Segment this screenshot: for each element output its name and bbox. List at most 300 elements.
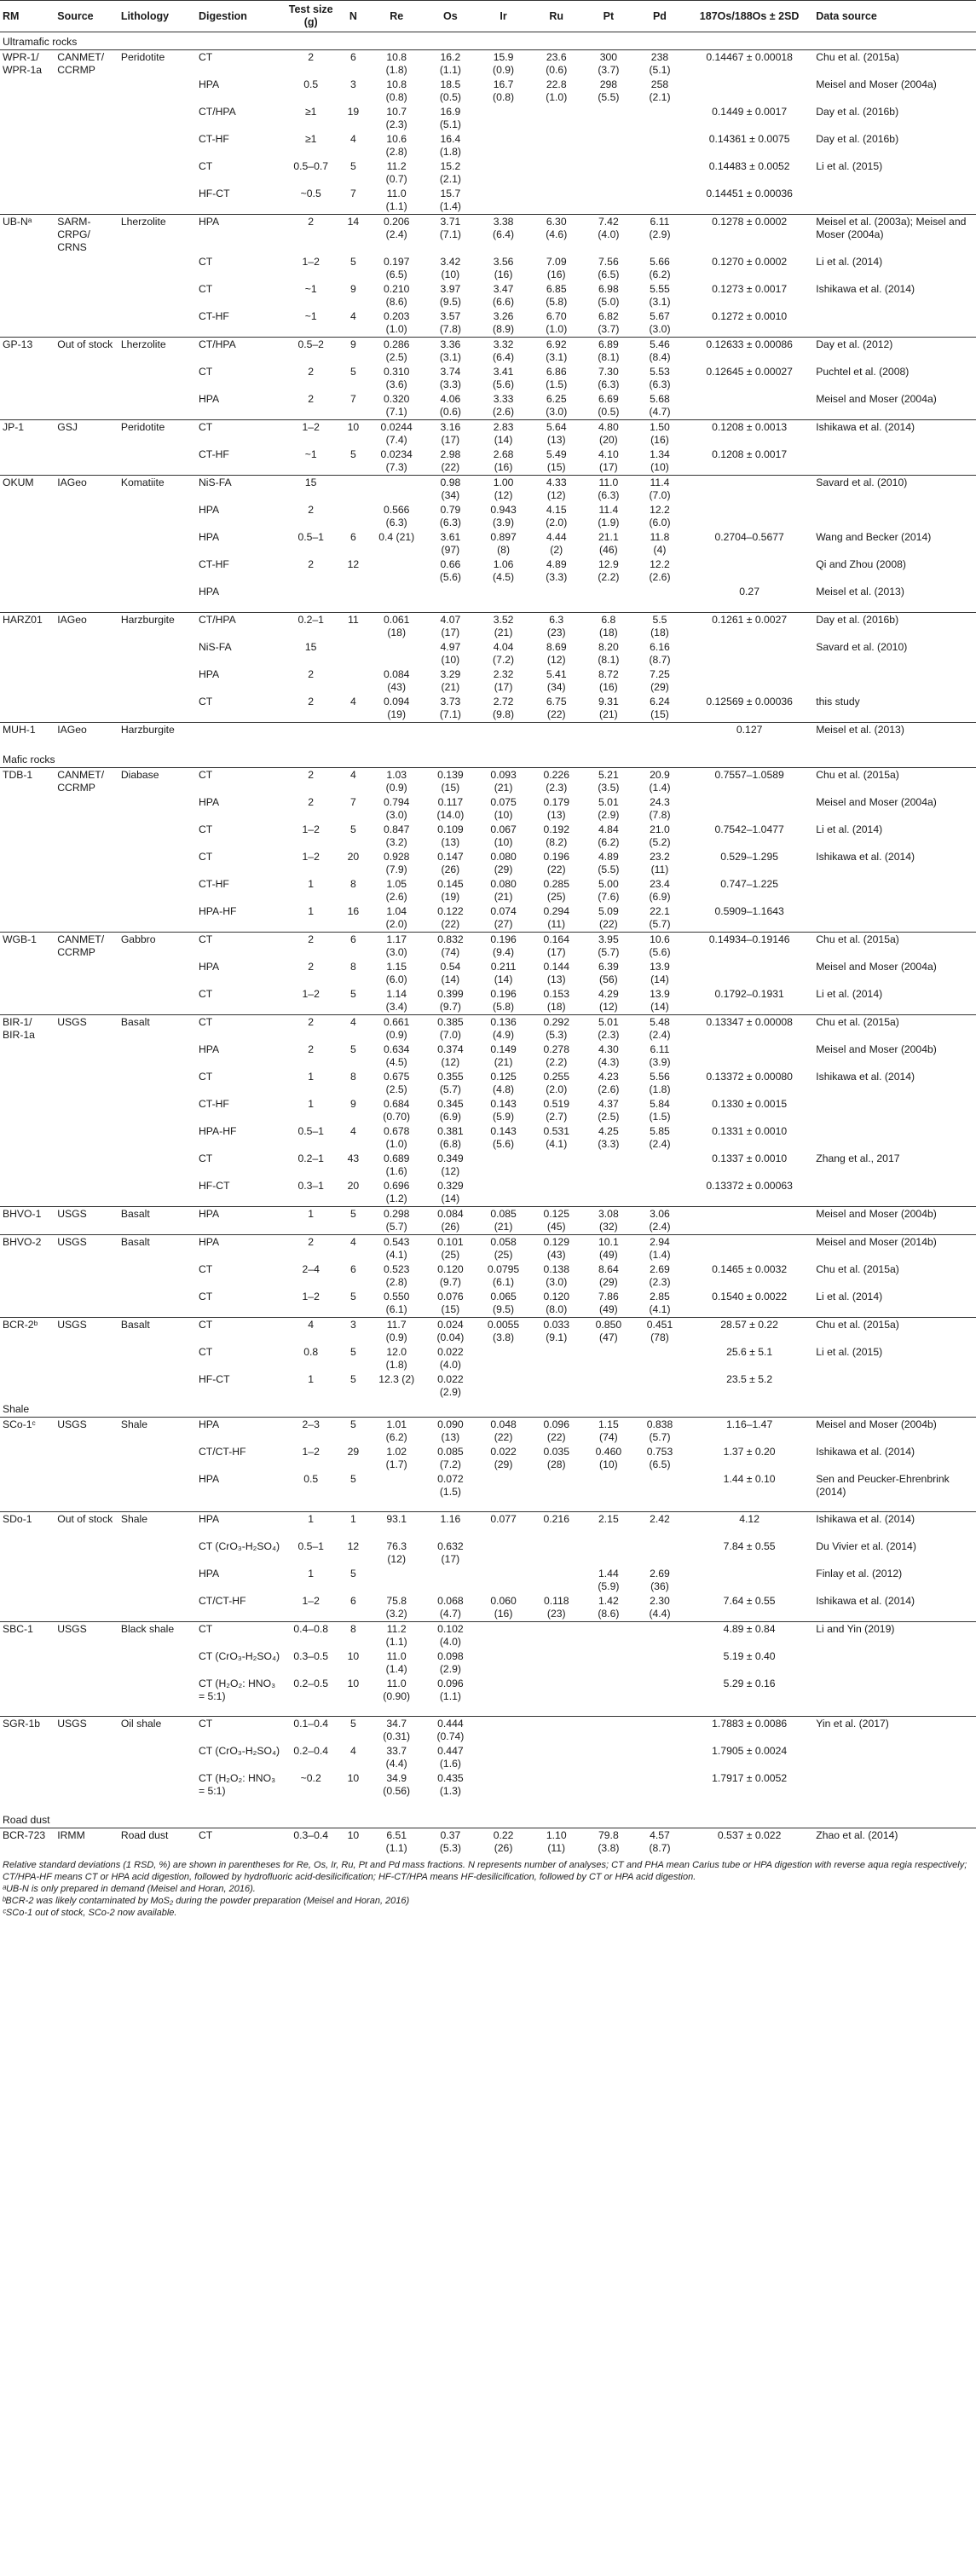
rm-cell bbox=[0, 1771, 55, 1811]
pd-cell bbox=[634, 1318, 685, 1346]
pt-cell bbox=[583, 1318, 634, 1346]
re-value: 0.061 bbox=[383, 614, 410, 626]
rm-cell bbox=[0, 1097, 55, 1124]
pd-cell bbox=[634, 1677, 685, 1717]
re-cell bbox=[369, 1744, 424, 1771]
os-rsd: (22) bbox=[441, 461, 460, 473]
n-cell: 5 bbox=[350, 160, 356, 172]
pd-cell bbox=[634, 1097, 685, 1124]
n-cell: 8 bbox=[350, 961, 356, 973]
os-cell bbox=[424, 823, 476, 850]
footnote-general: Relative standard deviations (1 RSD, %) are shown in parentheses for Re, Os, Ir, Ru, Pt and Pd mass fractions. N represents number of analyses; CT and PHA mean Carius tube or HPA digestion with reverse aqua regia respectively; CT/HPA-HF means CT or HPA acid digestion, followed by hydrofluoric acid-desilicification; HF-CT/HPA means HF-desilicification, followed by CT or HPA acid digestion. bbox=[3, 1860, 967, 1882]
pt-value: 3.95 bbox=[598, 933, 619, 945]
ir-rsd: (29) bbox=[494, 1458, 513, 1470]
table-row bbox=[0, 1567, 976, 1594]
os-rsd: (5.1) bbox=[439, 118, 461, 130]
ru-cell bbox=[530, 1418, 583, 1446]
pd-rsd: (2.4) bbox=[649, 1138, 671, 1150]
source-cell bbox=[55, 159, 118, 187]
re-rsd: (0.31) bbox=[383, 1730, 411, 1742]
os-ratio-cell: 0.747–1.225 bbox=[720, 878, 779, 890]
test-size-cell: 0.2–1 bbox=[297, 1152, 324, 1164]
pt-rsd: (49) bbox=[599, 1303, 618, 1315]
ir-cell bbox=[476, 1290, 529, 1318]
os-value: 3.97 bbox=[440, 283, 461, 295]
pd-value: 10.6 bbox=[650, 933, 670, 945]
pd-rsd: (1.4) bbox=[649, 1249, 671, 1261]
lithology-cell bbox=[118, 255, 196, 282]
data-source-cell: Wang and Becker (2014) bbox=[816, 531, 932, 543]
n-cell: 6 bbox=[350, 531, 356, 543]
header-rm: RM bbox=[0, 1, 55, 32]
pd-cell bbox=[634, 1512, 685, 1540]
pt-cell bbox=[583, 850, 634, 877]
test-size-cell: 1 bbox=[308, 1098, 315, 1110]
os-ratio-cell: 0.7557–1.0589 bbox=[685, 768, 813, 796]
data-source-cell: Puchtel et al. (2008) bbox=[816, 366, 910, 378]
os-value: 0.355 bbox=[437, 1071, 464, 1083]
pt-cell bbox=[583, 1594, 634, 1622]
data-source-cell: Ishikawa et al. (2014) bbox=[816, 283, 915, 295]
re-rsd: (0.8) bbox=[385, 91, 407, 103]
os-cell bbox=[424, 1124, 476, 1152]
pd-value: 23.4 bbox=[650, 878, 670, 890]
os-cell bbox=[424, 1717, 476, 1745]
ru-cell bbox=[530, 1290, 583, 1318]
pd-value: 6.11 bbox=[650, 216, 670, 228]
re-cell bbox=[369, 1649, 424, 1677]
re-value: 0.928 bbox=[383, 851, 410, 863]
os-rsd: (10) bbox=[441, 269, 460, 280]
lithology-cell bbox=[118, 1472, 196, 1512]
pt-cell bbox=[583, 448, 634, 476]
os-value: 0.399 bbox=[437, 988, 464, 1000]
pd-value: 5.85 bbox=[650, 1125, 670, 1137]
pd-value: 5.46 bbox=[650, 338, 670, 350]
re-value: 1.17 bbox=[386, 933, 407, 945]
re-rsd: (2.8) bbox=[385, 146, 407, 158]
digestion-cell: HPA bbox=[196, 1512, 285, 1540]
os-cell bbox=[424, 695, 476, 723]
data-source-cell: Meisel and Moser (2004a) bbox=[816, 796, 937, 808]
n-cell: 10 bbox=[338, 1828, 369, 1857]
re-value: 10.6 bbox=[386, 133, 407, 145]
re-value: 0.550 bbox=[383, 1291, 410, 1302]
os-ratio-cell: 0.1278 ± 0.0002 bbox=[685, 215, 813, 256]
table-row bbox=[0, 159, 976, 187]
rm-cell: BIR-1/ BIR-1a bbox=[0, 1015, 55, 1043]
category-row bbox=[0, 1811, 976, 1828]
os-cell bbox=[424, 1771, 476, 1811]
pt-cell bbox=[583, 50, 634, 78]
test-size-cell: 2 bbox=[308, 558, 315, 570]
data-source-cell: Sen and Peucker-Ehrenbrink (2014) bbox=[816, 1473, 950, 1498]
pt-rsd: (8.6) bbox=[598, 1608, 620, 1620]
source-cell: CANMET/ CCRMP bbox=[55, 768, 118, 796]
table-footnotes bbox=[0, 1856, 976, 1919]
ru-value: 5.41 bbox=[546, 668, 567, 680]
os-cell bbox=[424, 904, 476, 933]
os-value: 0.349 bbox=[437, 1152, 464, 1164]
pt-cell bbox=[583, 392, 634, 420]
source-cell: IRMM bbox=[55, 1828, 118, 1857]
os-value: 1.16 bbox=[440, 1513, 461, 1525]
ir-cell bbox=[476, 1472, 529, 1512]
test-size-cell: 0.5–1 bbox=[297, 1125, 324, 1137]
table-row bbox=[0, 1539, 976, 1567]
pt-cell bbox=[583, 105, 634, 132]
os-value: 15.2 bbox=[440, 160, 461, 172]
ir-cell bbox=[476, 503, 529, 530]
ir-cell bbox=[476, 795, 529, 823]
re-value: 0.320 bbox=[383, 393, 410, 405]
test-size-cell: 0.2–0.5 bbox=[293, 1678, 329, 1689]
pd-rsd: (78) bbox=[650, 1331, 669, 1343]
category-row bbox=[0, 1400, 976, 1418]
source-cell bbox=[55, 1567, 118, 1594]
ir-cell bbox=[476, 640, 529, 667]
pt-rsd: (2.5) bbox=[598, 1111, 620, 1123]
source-cell: Out of stock bbox=[55, 1512, 118, 1540]
os-cell bbox=[424, 1207, 476, 1235]
pd-rsd: (8.7) bbox=[649, 654, 671, 666]
test-size-cell: ~1 bbox=[304, 283, 317, 295]
pt-rsd: (1.9) bbox=[598, 517, 620, 528]
os-ratio-cell: 0.14934–0.19146 bbox=[685, 933, 813, 961]
pd-rsd: (7.8) bbox=[649, 809, 671, 821]
source-cell bbox=[55, 795, 118, 823]
pt-value: 4.84 bbox=[598, 823, 619, 835]
table-row bbox=[0, 667, 976, 695]
pd-rsd: (3.9) bbox=[649, 1056, 671, 1068]
pd-rsd: (18) bbox=[650, 627, 669, 638]
os-rsd: (21) bbox=[441, 681, 460, 693]
pt-value: 8.72 bbox=[598, 668, 619, 680]
ir-value: 0.093 bbox=[490, 769, 517, 781]
ir-cell bbox=[476, 723, 529, 751]
pd-rsd: (5.1) bbox=[649, 64, 671, 76]
os-value: 0.096 bbox=[437, 1678, 464, 1689]
data-source-cell: Meisel and Moser (2014b) bbox=[813, 1235, 976, 1263]
table-row bbox=[0, 1445, 976, 1472]
test-size-cell: 0.5–2 bbox=[285, 338, 338, 366]
ru-cell bbox=[530, 338, 583, 366]
pd-cell bbox=[634, 1649, 685, 1677]
digestion-cell: CT bbox=[196, 933, 285, 961]
digestion-cell: CT bbox=[199, 851, 213, 863]
n-cell bbox=[338, 585, 369, 613]
pd-cell bbox=[634, 1594, 685, 1622]
n-cell: 6 bbox=[350, 1595, 356, 1607]
pt-rsd: (2.9) bbox=[598, 809, 620, 821]
re-value: 10.7 bbox=[386, 106, 407, 118]
pd-rsd: (4.4) bbox=[649, 1608, 671, 1620]
ir-cell bbox=[476, 1771, 529, 1811]
digestion-cell: HPA bbox=[199, 1473, 220, 1485]
data-source-cell: Finlay et al. (2012) bbox=[816, 1568, 903, 1580]
re-rsd: (1.8) bbox=[385, 64, 407, 76]
ru-cell bbox=[530, 365, 583, 392]
os-value: 3.74 bbox=[440, 366, 461, 378]
pd-value: 13.9 bbox=[650, 988, 670, 1000]
ru-rsd: (11) bbox=[547, 1842, 566, 1854]
rm-cell bbox=[0, 1649, 55, 1677]
rm-cell bbox=[0, 1345, 55, 1372]
test-size-cell: 0.3–0.5 bbox=[293, 1650, 329, 1662]
lithology-cell bbox=[118, 1649, 196, 1677]
category-row bbox=[0, 32, 976, 50]
pt-rsd: (10) bbox=[599, 1458, 618, 1470]
pt-rsd: (5.5) bbox=[598, 91, 620, 103]
os-rsd: (6.8) bbox=[439, 1138, 461, 1150]
table-row bbox=[0, 1717, 976, 1745]
ru-rsd: (34) bbox=[546, 681, 566, 693]
re-cell bbox=[369, 557, 424, 585]
test-size-cell: ~0.5 bbox=[300, 188, 321, 199]
ir-cell bbox=[476, 850, 529, 877]
data-source-cell: Savard et al. (2010) bbox=[813, 476, 976, 504]
re-cell bbox=[369, 187, 424, 215]
test-size-cell: 1 bbox=[308, 878, 315, 890]
pd-rsd: (8.4) bbox=[649, 351, 671, 363]
re-value: 12.3 (2) bbox=[378, 1373, 415, 1385]
rm-cell bbox=[0, 1070, 55, 1097]
pd-rsd: (36) bbox=[650, 1580, 669, 1592]
lithology-cell bbox=[118, 187, 196, 215]
os-ratio-cell: 0.14483 ± 0.0052 bbox=[708, 160, 790, 172]
source-cell: IAGeo bbox=[55, 613, 118, 641]
os-ratio-cell: 0.1270 ± 0.0002 bbox=[712, 256, 788, 268]
ir-cell bbox=[476, 987, 529, 1015]
digestion-cell: CT bbox=[196, 50, 285, 78]
os-ratio-cell: 5.19 ± 0.40 bbox=[723, 1650, 776, 1662]
ir-rsd: (3.9) bbox=[493, 517, 515, 528]
pd-cell bbox=[634, 1290, 685, 1318]
pt-rsd: (4.3) bbox=[598, 1056, 620, 1068]
ru-cell bbox=[530, 392, 583, 420]
os-rsd: (1.6) bbox=[439, 1758, 461, 1770]
ru-rsd: (23) bbox=[546, 1608, 566, 1620]
os-rsd: (15) bbox=[441, 1303, 460, 1315]
re-rsd: (6.1) bbox=[385, 1303, 407, 1315]
re-rsd: (1.7) bbox=[385, 1458, 407, 1470]
pt-cell bbox=[583, 1649, 634, 1677]
ir-cell bbox=[476, 530, 529, 557]
source-cell bbox=[55, 448, 118, 476]
ru-value: 0.294 bbox=[543, 905, 569, 917]
ru-value: 0.138 bbox=[543, 1263, 569, 1275]
ir-cell bbox=[476, 1677, 529, 1717]
re-cell bbox=[369, 1717, 424, 1745]
pt-rsd: (5.0) bbox=[598, 296, 620, 308]
os-ratio-cell: 0.1540 ± 0.0022 bbox=[712, 1291, 788, 1302]
lithology-cell bbox=[118, 1567, 196, 1594]
pt-rsd: (6.3) bbox=[598, 489, 620, 501]
re-cell bbox=[369, 282, 424, 309]
re-cell bbox=[369, 933, 424, 961]
re-rsd: (4.1) bbox=[385, 1249, 407, 1261]
digestion-cell: CT (CrO₃-H₂SO₄) bbox=[199, 1745, 280, 1757]
re-value: 1.01 bbox=[386, 1418, 407, 1430]
re-value: 0.543 bbox=[383, 1236, 410, 1248]
re-rsd: (0.70) bbox=[383, 1111, 411, 1123]
ru-rsd: (12) bbox=[546, 489, 566, 501]
pt-value: 10.1 bbox=[598, 1236, 619, 1248]
re-cell bbox=[369, 1345, 424, 1372]
os-rsd: (9.7) bbox=[439, 1001, 461, 1013]
table-row bbox=[0, 1512, 976, 1540]
re-value: 1.03 bbox=[386, 769, 407, 781]
ru-rsd: (2.3) bbox=[546, 782, 568, 794]
table-row bbox=[0, 850, 976, 877]
lithology-cell bbox=[118, 309, 196, 338]
ru-value: 0.118 bbox=[543, 1595, 569, 1607]
n-cell: 5 bbox=[338, 1418, 369, 1446]
ir-cell bbox=[476, 557, 529, 585]
pd-cell bbox=[634, 613, 685, 641]
os-ratio-cell: 0.13372 ± 0.00080 bbox=[706, 1071, 793, 1083]
pd-rsd: (5.7) bbox=[649, 918, 671, 930]
re-rsd: (6.3) bbox=[385, 517, 407, 528]
ru-cell bbox=[530, 1124, 583, 1152]
data-source-cell: Chu et al. (2015a) bbox=[813, 768, 976, 796]
pt-value: 4.25 bbox=[598, 1125, 619, 1137]
source-cell bbox=[55, 850, 118, 877]
pd-value: 2.42 bbox=[650, 1513, 670, 1525]
ru-value: 6.25 bbox=[546, 393, 567, 405]
re-rsd: (2.0) bbox=[385, 918, 407, 930]
os-value: 3.16 bbox=[440, 421, 461, 433]
os-value: 16.4 bbox=[440, 133, 461, 145]
pd-cell bbox=[634, 255, 685, 282]
ir-value: 2.32 bbox=[493, 668, 514, 680]
ir-cell bbox=[476, 476, 529, 504]
re-cell bbox=[369, 695, 424, 723]
lithology-cell bbox=[118, 159, 196, 187]
digestion-cell: CT bbox=[196, 420, 285, 448]
ru-cell bbox=[530, 1318, 583, 1346]
os-cell bbox=[424, 640, 476, 667]
pd-value: 6.24 bbox=[650, 696, 670, 708]
source-cell bbox=[55, 1372, 118, 1400]
os-value: 3.73 bbox=[440, 696, 461, 708]
os-cell bbox=[424, 1345, 476, 1372]
source-cell bbox=[55, 392, 118, 420]
pd-cell bbox=[634, 448, 685, 476]
os-ratio-cell: 0.14451 ± 0.00036 bbox=[706, 188, 793, 199]
data-source-cell: Meisel et al. (2013) bbox=[816, 586, 904, 598]
ir-rsd: (9.5) bbox=[493, 1303, 515, 1315]
data-source-cell: Chu et al. (2015a) bbox=[813, 50, 976, 78]
table-header bbox=[0, 1, 976, 32]
pd-cell bbox=[634, 1622, 685, 1650]
os-ratio-cell bbox=[685, 960, 813, 987]
digestion-cell: CT bbox=[199, 823, 213, 835]
data-source-cell: Ishikawa et al. (2014) bbox=[813, 420, 976, 448]
table-row bbox=[0, 1828, 976, 1857]
lithology-cell: Shale bbox=[118, 1418, 196, 1446]
os-value: 0.101 bbox=[437, 1236, 464, 1248]
ir-cell bbox=[476, 392, 529, 420]
ir-rsd: (9.8) bbox=[493, 708, 515, 720]
os-rsd: (0.04) bbox=[436, 1331, 465, 1343]
ru-cell bbox=[530, 1097, 583, 1124]
ru-cell bbox=[530, 1043, 583, 1070]
os-cell bbox=[424, 1472, 476, 1512]
os-value: 3.29 bbox=[440, 668, 461, 680]
pd-value: 11.8 bbox=[650, 531, 670, 543]
ir-value: 1.06 bbox=[493, 558, 514, 570]
data-source-cell: Chu et al. (2015a) bbox=[816, 1263, 899, 1275]
lithology-cell bbox=[118, 448, 196, 476]
test-size-cell: 0.1–0.4 bbox=[285, 1717, 338, 1745]
ir-value: 0.897 bbox=[490, 531, 517, 543]
ru-rsd: (15) bbox=[546, 461, 566, 473]
table-row bbox=[0, 1097, 976, 1124]
os-value: 2.98 bbox=[440, 448, 461, 460]
re-value: 11.2 bbox=[386, 160, 407, 172]
pd-cell bbox=[634, 1345, 685, 1372]
os-value: 3.42 bbox=[440, 256, 461, 268]
digestion-cell: CT/CT-HF bbox=[199, 1595, 246, 1607]
pd-cell bbox=[634, 640, 685, 667]
os-ratio-cell: 0.7542–1.0477 bbox=[714, 823, 784, 835]
n-cell: 5 bbox=[350, 1291, 356, 1302]
test-size-cell: 2 bbox=[285, 215, 338, 256]
pd-value: 2.69 bbox=[650, 1568, 670, 1580]
test-size-cell: 1 bbox=[308, 1373, 315, 1385]
table-row bbox=[0, 613, 976, 641]
ir-cell bbox=[476, 187, 529, 215]
pt-value: 4.80 bbox=[598, 421, 619, 433]
test-size-cell: 1–2 bbox=[302, 256, 320, 268]
os-rsd: (14) bbox=[441, 1193, 460, 1204]
pd-rsd: (10) bbox=[650, 461, 669, 473]
ru-rsd: (8.0) bbox=[546, 1303, 568, 1315]
ir-rsd: (29) bbox=[494, 863, 513, 875]
os-ratio-cell: 0.1272 ± 0.0010 bbox=[712, 310, 788, 322]
os-value: 0.381 bbox=[437, 1125, 464, 1137]
ru-rsd: (13) bbox=[546, 809, 566, 821]
ir-rsd: (5.9) bbox=[493, 1111, 515, 1123]
os-cell bbox=[424, 1567, 476, 1594]
re-rsd: (7.1) bbox=[385, 406, 407, 418]
pt-cell bbox=[583, 723, 634, 751]
ir-rsd: (0.8) bbox=[493, 91, 515, 103]
source-cell bbox=[55, 1152, 118, 1179]
table-row bbox=[0, 1372, 976, 1400]
pt-cell bbox=[583, 1677, 634, 1717]
pd-rsd: (3.0) bbox=[649, 323, 671, 335]
pt-cell bbox=[583, 1622, 634, 1650]
source-cell: IAGeo bbox=[55, 476, 118, 504]
table-row bbox=[0, 823, 976, 850]
re-rsd: (2.4) bbox=[385, 228, 407, 240]
re-value: 6.51 bbox=[386, 1829, 407, 1841]
pt-rsd: (16) bbox=[599, 681, 618, 693]
re-cell bbox=[369, 132, 424, 159]
pd-value: 3.06 bbox=[650, 1208, 670, 1220]
ru-cell bbox=[530, 933, 583, 961]
ru-cell bbox=[530, 1235, 583, 1263]
test-size-cell: 0.4–0.8 bbox=[285, 1622, 338, 1650]
pd-rsd: (6.2) bbox=[649, 269, 671, 280]
ir-cell bbox=[476, 365, 529, 392]
os-rsd: (7.1) bbox=[439, 228, 461, 240]
source-cell bbox=[55, 1472, 118, 1512]
re-value: 1.02 bbox=[386, 1446, 407, 1458]
os-value: 0.66 bbox=[440, 558, 461, 570]
